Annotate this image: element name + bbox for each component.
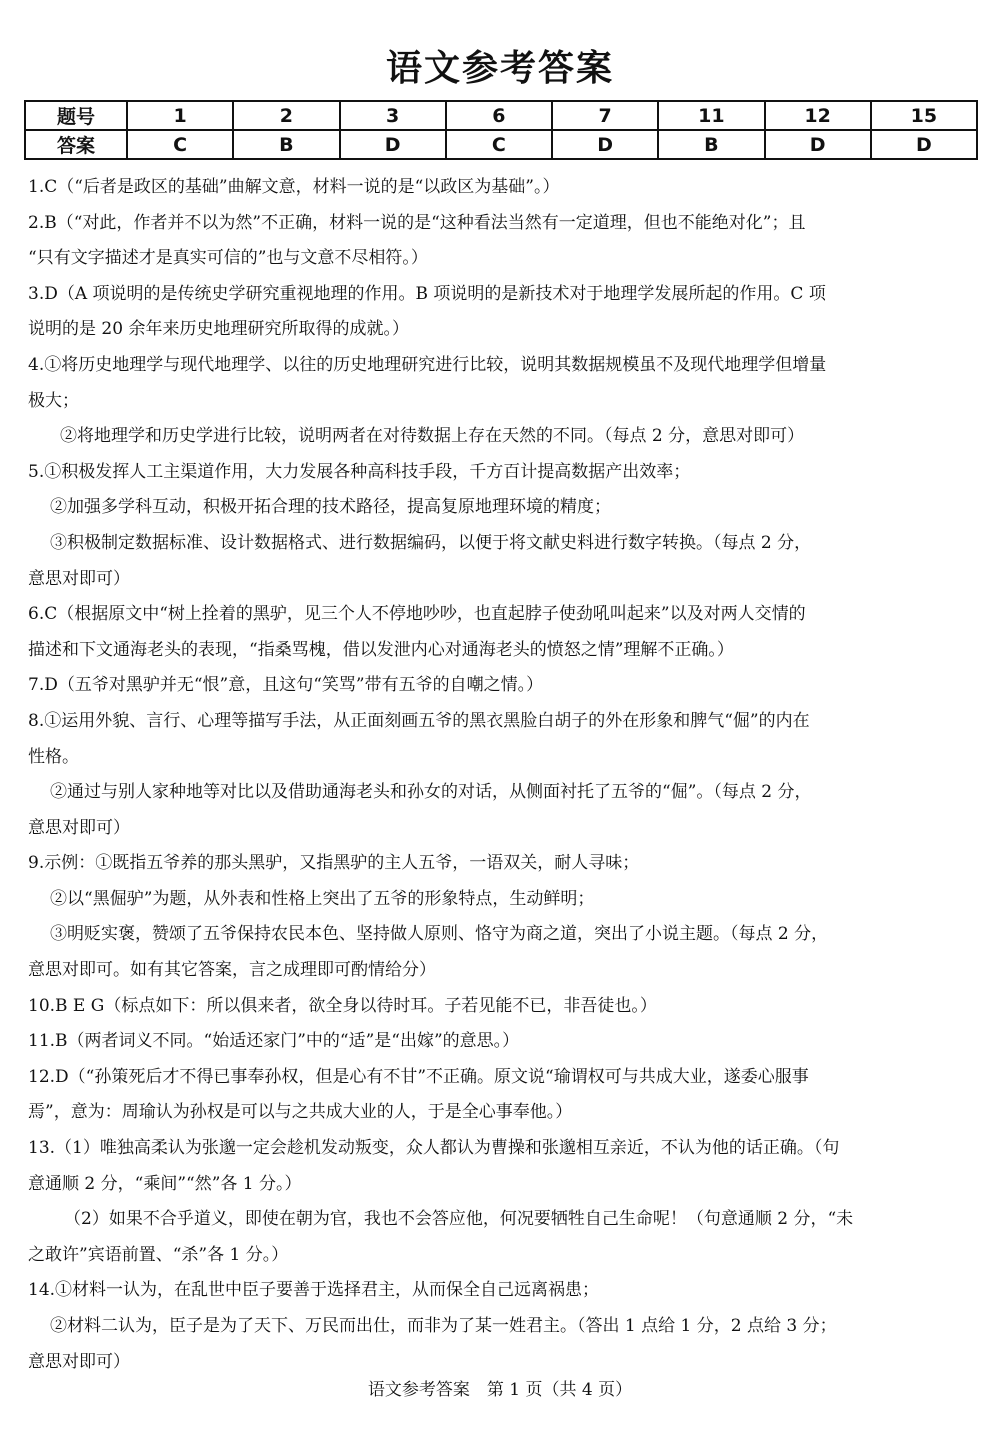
- answer-explanations: [28, 170, 972, 1380]
- question-number: 12: [765, 101, 871, 130]
- answer-line: 意思对即可）: [28, 817, 130, 838]
- answer-line: 8.①运用外貌、言行、心理等描写手法，从正面刻画五爷的黑衣黑脸白胡子的外在形象和脾气“倔”的内在: [28, 710, 810, 731]
- answer-line: ②通过与别人家种地等对比以及借助通海老头和孙女的对话，从侧面衬托了五爷的“倔”。（每点 2 分，: [50, 782, 812, 803]
- question-number: 7: [552, 101, 658, 130]
- answer-line: 极大；: [28, 390, 79, 411]
- answer-line: 2.B（“对此，作者并不以为然”不正确，材料一说的是“这种看法当然有一定道理，但也不能绝对化”；且: [28, 212, 806, 233]
- answer-line: 1.C（“后者是政区的基础”曲解文意，材料一说的是“以政区为基础”。）: [28, 177, 560, 197]
- page-footer: 语文参考答案 第 1 页（共 4 页）: [367, 1380, 633, 1400]
- answer-line: 6.C（根据原文中“树上拴着的黑驴，见三个人不停地吵吵，也直起脖子使劲吼叫起来”以及对两人交情的: [28, 604, 806, 625]
- question-number: 6: [446, 101, 552, 130]
- answer-line: 说明的是 20 余年来历史地理研究所取得的成就。）: [28, 319, 409, 340]
- page-title: 语文参考答案: [385, 48, 614, 89]
- answer-line: ②将地理学和历史学进行比较，说明两者在对待数据上存在天然的不同。（每点 2 分，意思对即可）: [60, 426, 805, 447]
- answer-line: 10.B E G（标点如下：所以俱来者，欲全身以待时耳。子若见能不已，非吾徒也。）: [28, 995, 657, 1016]
- answer-line: ③明贬实褒，赞颂了五爷保持农民本色、坚持做人原则、恪守为商之道，突出了小说主题。（每点 2 分，: [50, 924, 829, 945]
- answer-cell: B: [658, 130, 764, 159]
- answer-cell: D: [871, 130, 977, 159]
- row-header-question: 题号: [25, 101, 127, 130]
- answer-line: ②加强多学科互动，积极开拓合理的技术路径，提高复原地理环境的精度；: [50, 497, 611, 518]
- answer-line: 意思对即可）: [28, 568, 130, 589]
- answer-cell: D: [552, 130, 658, 159]
- answer-line: 13.（1）唯独高柔认为张邈一定会趁机发动叛变，众人都认为曹操和张邈相互亲近，不认为他的话正确。（句: [28, 1138, 840, 1159]
- answer-cell: D: [340, 130, 446, 159]
- question-number-row: [25, 101, 977, 130]
- answer-cell: D: [765, 130, 871, 159]
- question-number: 15: [871, 101, 977, 130]
- answer-line: （2）如果不合乎道义，即使在朝为官，我也不会答应他，何况要牺牲自己生命呢！（句意通顺 2 分，“未: [64, 1209, 854, 1230]
- question-number: 11: [658, 101, 764, 130]
- answer-line: ②以“黑倔驴”为题，从外表和性格上突出了五爷的形象特点，生动鲜明；: [50, 888, 595, 909]
- question-number: 3: [340, 101, 446, 130]
- answer-cell: B: [233, 130, 339, 159]
- answer-table: [24, 100, 978, 160]
- answer-line: 描述和下文通海老头的表现，“指桑骂槐，借以发泄内心对通海老头的愤怒之情”理解不正确。）: [28, 639, 734, 660]
- answer-line: 3.D（A 项说明的是传统史学研究重视地理的作用。B 项说明的是新技术对于地理学发展所起的作用。C 项: [28, 283, 826, 304]
- answer-line: 9.示例：①既指五爷养的那头黑驴，又指黑驴的主人五爷，一语双关，耐人寻味；: [28, 853, 640, 874]
- answer-line: ③积极制定数据标准、设计数据格式、进行数据编码，以便于将文献史料进行数字转换。（每点 2 分，: [50, 532, 812, 553]
- answer-line: 意思对即可）: [28, 1351, 130, 1372]
- answer-cell: C: [127, 130, 233, 159]
- answer-row: [25, 130, 977, 159]
- answer-line: 11.B（两者词义不同。“始适还家门”中的“适”是“出嫁”的意思。）: [28, 1031, 520, 1052]
- answer-line: 焉”，意为：周瑜认为孙权是可以与之共成大业的人，于是全心事奉他。）: [28, 1102, 573, 1123]
- answer-line: 12.D（“孙策死后才不得已事奉孙权，但是心有不甘”不正确。原文说“瑜谓权可与共成大业，遂委心服事: [28, 1066, 809, 1087]
- answer-line: 之敢许”宾语前置、“杀”各 1 分。）: [28, 1244, 289, 1265]
- answer-line: 5.①积极发挥人工主渠道作用，大力发展各种高科技手段，千方百计提高数据产出效率；: [28, 461, 691, 482]
- answer-line: “只有文字描述才是真实可信的”也与文意不尽相符。）: [28, 248, 428, 269]
- question-number: 1: [127, 101, 233, 130]
- answer-line: 意通顺 2 分，“乘间”“然”各 1 分。）: [28, 1173, 302, 1194]
- answer-cell: C: [446, 130, 552, 159]
- answer-line: 性格。: [28, 746, 79, 767]
- question-number: 2: [233, 101, 339, 130]
- answer-line: 14.①材料一认为，在乱世中臣子要善于选择君主，从而保全自己远离祸患；: [28, 1280, 600, 1301]
- answer-line: 7.D（五爷对黑驴并无“恨”意，且这句“笑骂”带有五爷的自嘲之情。）: [28, 675, 544, 696]
- answer-line: 意思对即可。如有其它答案，言之成理即可酌情给分）: [28, 960, 436, 981]
- answer-line: 4.①将历史地理学与现代地理学、以往的历史地理研究进行比较，说明其数据规模虽不及现代地理学但增量: [28, 354, 827, 375]
- answer-line: ②材料二认为，臣子是为了天下、万民而出仕，而非为了某一姓君主。（答出 1 点给 1 分，2 点给 3 分；: [50, 1316, 837, 1336]
- row-header-answer: 答案: [25, 130, 127, 159]
